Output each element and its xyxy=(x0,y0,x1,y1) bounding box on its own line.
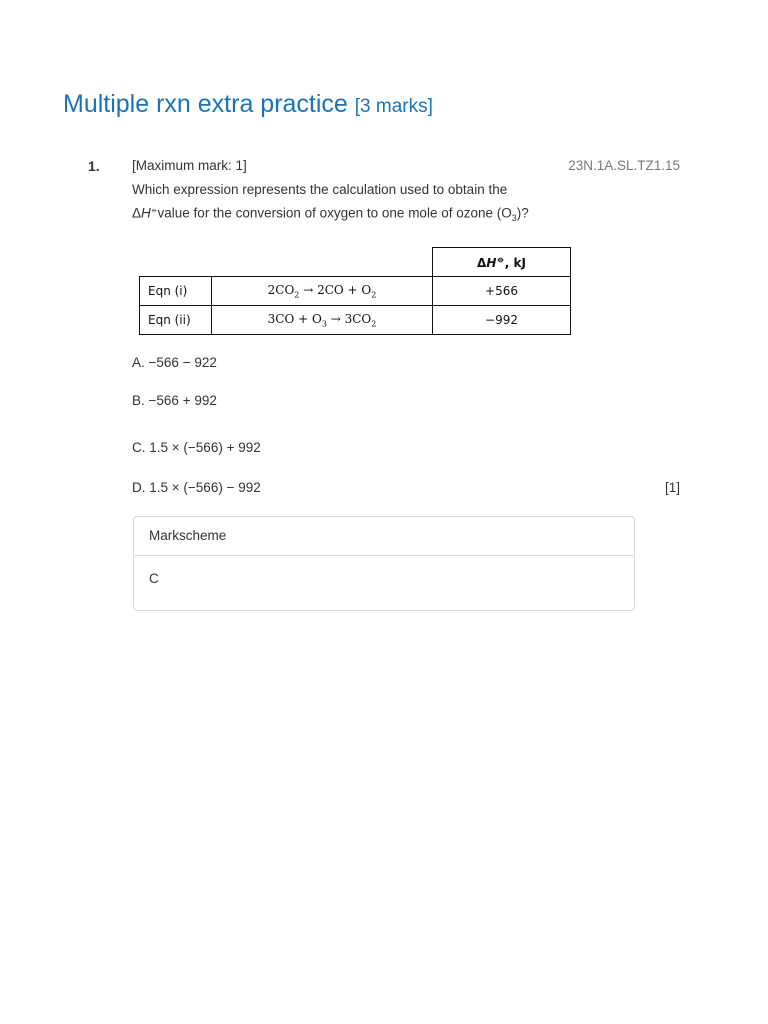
equation: $2CO_2 \to 2CO + O_2$ xyxy=(212,277,433,306)
markscheme-panel xyxy=(133,516,635,611)
title-text: Multiple rxn extra practice xyxy=(63,90,348,118)
option-text: 1.5 × (−566) − 992 xyxy=(149,480,261,495)
equation: $3CO + O_3 \to 3CO_2$ xyxy=(212,306,433,335)
option-letter: D. xyxy=(132,480,146,495)
enthalpy-symbol: H xyxy=(141,205,151,221)
delta-symbol: Δ xyxy=(132,205,142,221)
option-text: −566 + 992 xyxy=(148,393,217,408)
option-a xyxy=(132,355,217,370)
option-c xyxy=(132,440,261,455)
table-header-row xyxy=(140,248,571,277)
table-row xyxy=(140,306,571,335)
table-row xyxy=(140,277,571,306)
page-title xyxy=(63,90,433,119)
question-code: 23N.1A.SL.TZ1.15 xyxy=(568,158,680,173)
stem-text: value for the conversion of oxygen to one mole of ozone (O xyxy=(157,205,512,221)
standard-state-symbol: ⦵ xyxy=(150,205,158,214)
option-text: −566 − 922 xyxy=(148,355,217,370)
data-table xyxy=(139,247,571,335)
option-text: 1.5 × (−566) + 992 xyxy=(149,440,261,455)
question-mark-value: [1] xyxy=(664,480,680,495)
row-label: Eqn (ii) xyxy=(140,306,212,335)
option-d xyxy=(132,480,261,495)
markscheme-answer: C xyxy=(149,571,159,586)
markscheme-header[interactable]: Markscheme xyxy=(134,517,634,556)
enthalpy-value: −992 xyxy=(433,306,571,335)
option-letter: A. xyxy=(132,355,145,370)
option-b xyxy=(132,393,217,408)
enthalpy-header: ΔH⦵, kJ xyxy=(433,248,571,277)
option-letter: C. xyxy=(132,440,146,455)
question-stem-line1: Which expression represents the calculation used to obtain the xyxy=(132,182,508,197)
total-marks: [3 marks] xyxy=(354,96,433,117)
stem-text-end: )? xyxy=(516,205,529,221)
maximum-mark: [Maximum mark: 1] xyxy=(132,158,247,173)
question-number: 1. xyxy=(88,158,100,174)
row-label: Eqn (i) xyxy=(140,277,212,306)
enthalpy-value: +566 xyxy=(433,277,571,306)
ozone-subscript: 3 xyxy=(511,213,517,224)
question-stem-line2 xyxy=(132,205,529,223)
option-letter: B. xyxy=(132,393,145,408)
